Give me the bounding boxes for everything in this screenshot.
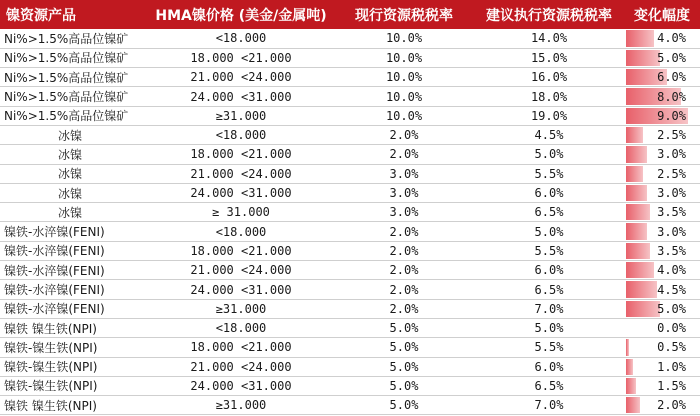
product-cell: 镍铁-水淬镍(FENI)	[0, 241, 148, 260]
proposed-rate-cell: 6.5%	[474, 280, 624, 299]
table-row	[0, 145, 700, 164]
price-range-cell: 21.000 <24.000	[148, 68, 334, 87]
change-cell	[624, 48, 700, 67]
change-value: 5.0%	[657, 301, 686, 316]
change-value: 9.0%	[657, 108, 686, 123]
current-rate-cell: 5.0%	[334, 338, 474, 357]
change-cell	[624, 222, 700, 241]
change-value: 4.5%	[657, 282, 686, 297]
change-cell	[624, 338, 700, 357]
proposed-rate-cell: 7.0%	[474, 396, 624, 415]
table-row	[0, 376, 700, 395]
current-rate-cell: 5.0%	[334, 357, 474, 376]
price-range-cell: 18.000 <21.000	[148, 241, 334, 260]
price-range-cell: 18.000 <21.000	[148, 48, 334, 67]
product-cell: Ni%>1.5%高品位镍矿	[0, 29, 148, 48]
product-cell: 镍铁-水淬镍(FENI)	[0, 222, 148, 241]
table-row	[0, 357, 700, 376]
table-row	[0, 164, 700, 183]
proposed-rate-cell: 5.5%	[474, 241, 624, 260]
change-value: 3.0%	[657, 224, 686, 239]
current-rate-cell: 10.0%	[334, 87, 474, 106]
change-data-bar	[626, 243, 650, 259]
change-cell	[624, 106, 700, 125]
change-data-bar	[626, 339, 629, 355]
table-row	[0, 318, 700, 337]
table-row	[0, 29, 700, 48]
change-value: 2.5%	[657, 166, 686, 181]
current-rate-cell: 2.0%	[334, 241, 474, 260]
proposed-rate-cell: 6.0%	[474, 261, 624, 280]
product-cell: Ni%>1.5%高品位镍矿	[0, 48, 148, 67]
table-row	[0, 280, 700, 299]
current-rate-cell: 10.0%	[334, 29, 474, 48]
change-cell	[624, 376, 700, 395]
header-product: 镍资源产品	[0, 0, 148, 29]
current-rate-cell: 2.0%	[334, 125, 474, 144]
price-range-cell: 21.000 <24.000	[148, 164, 334, 183]
product-cell: 冰镍	[0, 203, 148, 222]
table-row	[0, 106, 700, 125]
change-data-bar	[626, 359, 633, 375]
price-range-cell: ≥31.000	[148, 299, 334, 318]
change-data-bar	[626, 204, 650, 220]
price-range-cell: ≥ 31.000	[148, 203, 334, 222]
product-cell: Ni%>1.5%高品位镍矿	[0, 87, 148, 106]
change-value: 8.0%	[657, 89, 686, 104]
change-data-bar	[626, 185, 647, 201]
proposed-rate-cell: 16.0%	[474, 68, 624, 87]
change-data-bar	[626, 281, 657, 297]
product-cell: 冰镍	[0, 125, 148, 144]
change-value: 0.5%	[657, 340, 686, 355]
product-cell: 冰镍	[0, 164, 148, 183]
change-cell	[624, 183, 700, 202]
table-row	[0, 222, 700, 241]
change-value: 5.0%	[657, 50, 686, 65]
current-rate-cell: 10.0%	[334, 68, 474, 87]
current-rate-cell: 2.0%	[334, 299, 474, 318]
price-range-cell: ≥31.000	[148, 106, 334, 125]
change-value: 4.0%	[657, 263, 686, 278]
header-row	[0, 0, 700, 29]
change-cell	[624, 203, 700, 222]
change-value: 2.0%	[657, 398, 686, 413]
price-range-cell: 24.000 <31.000	[148, 376, 334, 395]
proposed-rate-cell: 6.5%	[474, 376, 624, 395]
proposed-rate-cell: 6.5%	[474, 203, 624, 222]
proposed-rate-cell: 5.0%	[474, 318, 624, 337]
proposed-rate-cell: 5.0%	[474, 222, 624, 241]
change-data-bar	[626, 146, 647, 162]
change-value: 3.5%	[657, 205, 686, 220]
change-data-bar	[626, 50, 660, 66]
change-cell	[624, 29, 700, 48]
table-row	[0, 241, 700, 260]
product-cell: Ni%>1.5%高品位镍矿	[0, 68, 148, 87]
proposed-rate-cell: 18.0%	[474, 87, 624, 106]
change-cell	[624, 299, 700, 318]
header-proposed-rate: 建议执行资源税税率	[474, 0, 624, 29]
change-cell	[624, 68, 700, 87]
current-rate-cell: 5.0%	[334, 396, 474, 415]
price-range-cell: 18.000 <21.000	[148, 338, 334, 357]
product-cell: Ni%>1.5%高品位镍矿	[0, 106, 148, 125]
change-cell	[624, 280, 700, 299]
current-rate-cell: 2.0%	[334, 261, 474, 280]
change-cell	[624, 261, 700, 280]
current-rate-cell: 2.0%	[334, 222, 474, 241]
price-range-cell: 24.000 <31.000	[148, 183, 334, 202]
table-row	[0, 87, 700, 106]
change-data-bar	[626, 127, 643, 143]
current-rate-cell: 10.0%	[334, 48, 474, 67]
proposed-rate-cell: 4.5%	[474, 125, 624, 144]
current-rate-cell: 3.0%	[334, 183, 474, 202]
change-value: 3.0%	[657, 186, 686, 201]
product-cell: 镍铁 镍生铁(NPI)	[0, 318, 148, 337]
change-cell	[624, 357, 700, 376]
change-value: 1.5%	[657, 378, 686, 393]
current-rate-cell: 10.0%	[334, 106, 474, 125]
table-row	[0, 48, 700, 67]
change-data-bar	[626, 378, 636, 394]
proposed-rate-cell: 6.0%	[474, 183, 624, 202]
price-range-cell: 24.000 <31.000	[148, 280, 334, 299]
current-rate-cell: 5.0%	[334, 318, 474, 337]
current-rate-cell: 2.0%	[334, 280, 474, 299]
change-data-bar	[626, 223, 647, 239]
current-rate-cell: 3.0%	[334, 203, 474, 222]
proposed-rate-cell: 6.0%	[474, 357, 624, 376]
change-cell	[624, 145, 700, 164]
change-value: 3.0%	[657, 147, 686, 162]
change-data-bar	[626, 301, 660, 317]
price-range-cell: <18.000	[148, 222, 334, 241]
change-data-bar	[626, 262, 654, 278]
product-cell: 冰镍	[0, 145, 148, 164]
header-price-range: HMA镍价格 (美金/金属吨)	[148, 0, 334, 29]
change-cell	[624, 125, 700, 144]
price-range-cell: 21.000 <24.000	[148, 357, 334, 376]
change-value: 1.0%	[657, 359, 686, 374]
current-rate-cell: 2.0%	[334, 145, 474, 164]
price-range-cell: ≥31.000	[148, 396, 334, 415]
table-row	[0, 299, 700, 318]
change-value: 2.5%	[657, 128, 686, 143]
change-cell	[624, 164, 700, 183]
change-value: 6.0%	[657, 70, 686, 85]
table-row	[0, 125, 700, 144]
change-cell	[624, 241, 700, 260]
change-value: 0.0%	[657, 321, 686, 336]
price-range-cell: <18.000	[148, 318, 334, 337]
product-cell: 镍铁-镍生铁(NPI)	[0, 357, 148, 376]
proposed-rate-cell: 7.0%	[474, 299, 624, 318]
price-range-cell: 18.000 <21.000	[148, 145, 334, 164]
product-cell: 冰镍	[0, 183, 148, 202]
table-row	[0, 68, 700, 87]
price-range-cell: 21.000 <24.000	[148, 261, 334, 280]
price-range-cell: 24.000 <31.000	[148, 87, 334, 106]
product-cell: 镍铁-水淬镍(FENI)	[0, 280, 148, 299]
product-cell: 镍铁-镍生铁(NPI)	[0, 338, 148, 357]
table-row	[0, 338, 700, 357]
proposed-rate-cell: 14.0%	[474, 29, 624, 48]
product-cell: 镍铁-镍生铁(NPI)	[0, 376, 148, 395]
change-value: 4.0%	[657, 31, 686, 46]
product-cell: 镍铁-水淬镍(FENI)	[0, 261, 148, 280]
product-cell: 镍铁 镍生铁(NPI)	[0, 396, 148, 415]
proposed-rate-cell: 19.0%	[474, 106, 624, 125]
change-data-bar	[626, 397, 640, 413]
table-row	[0, 203, 700, 222]
change-data-bar	[626, 30, 654, 47]
table-row	[0, 261, 700, 280]
product-cell: 镍铁-水淬镍(FENI)	[0, 299, 148, 318]
proposed-rate-cell: 5.0%	[474, 145, 624, 164]
change-data-bar	[626, 166, 643, 182]
change-cell	[624, 318, 700, 337]
current-rate-cell: 5.0%	[334, 376, 474, 395]
proposed-rate-cell: 5.5%	[474, 164, 624, 183]
change-value: 3.5%	[657, 243, 686, 258]
proposed-rate-cell: 5.5%	[474, 338, 624, 357]
header-current-rate: 现行资源税税率	[334, 0, 474, 29]
change-cell	[624, 87, 700, 106]
table-row	[0, 183, 700, 202]
price-range-cell: <18.000	[148, 29, 334, 48]
change-cell	[624, 396, 700, 415]
price-range-cell: <18.000	[148, 125, 334, 144]
header-change: 变化幅度	[624, 0, 700, 29]
proposed-rate-cell: 15.0%	[474, 48, 624, 67]
current-rate-cell: 3.0%	[334, 164, 474, 183]
table-row	[0, 396, 700, 415]
